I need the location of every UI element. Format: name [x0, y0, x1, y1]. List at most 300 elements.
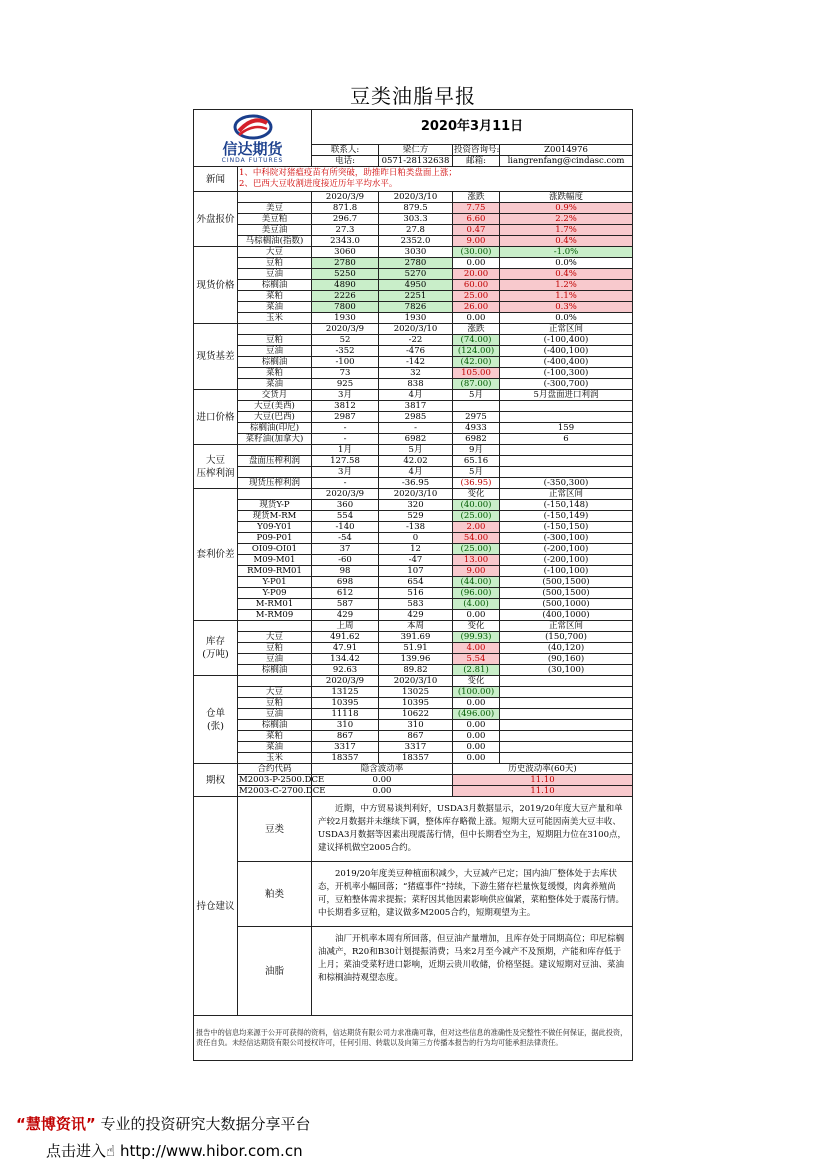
table-cell: 0.00: [453, 258, 500, 269]
import-header-row: [194, 390, 633, 401]
table-cell: 5月: [453, 467, 500, 478]
table-cell: 529: [379, 511, 453, 522]
table-row: [194, 555, 633, 566]
row-label: 菜籽油(加拿大): [238, 434, 312, 445]
table-cell: [453, 401, 500, 412]
table-cell: (-150,149): [500, 511, 633, 522]
option-section-label: 期权: [194, 764, 238, 797]
column-header: 2020/3/10: [379, 676, 453, 687]
warrant-header-row: [194, 676, 633, 687]
table-cell: (-150,148): [500, 500, 633, 511]
row-label: 美豆: [238, 203, 312, 214]
column-header: 2020/3/9: [312, 489, 379, 500]
table-cell: 303.3: [379, 214, 453, 225]
news-item: 2、巴西大豆收割进度接近历年平均水平。: [239, 179, 398, 189]
table-cell: 18357: [312, 753, 379, 764]
table-cell: 4933: [453, 423, 500, 434]
column-header: 2020/3/10: [379, 192, 453, 203]
row-label: 棕榈油: [238, 357, 312, 368]
table-cell: [500, 687, 633, 698]
column-header: [238, 621, 312, 632]
row-label: 现货Y-P: [238, 500, 312, 511]
table-cell: 73: [312, 368, 379, 379]
table-cell: 2780: [312, 258, 379, 269]
advice-category: 油脂: [238, 927, 312, 1016]
table-cell: (400,1000): [500, 610, 633, 621]
column-header: 变化: [453, 621, 500, 632]
basis-header-row: [194, 324, 633, 335]
table-cell: 7.75: [453, 203, 500, 214]
table-cell: (-150,150): [500, 522, 633, 533]
table-cell: (25.00): [453, 511, 500, 522]
footer-link-prefix: 点击进入: [46, 1142, 107, 1160]
advice-paragraph: 2019/20年度美豆种植面积减少，大豆减产已定；国内油厂整体处于去库状态，开机率小幅回落；“猪瘟事件”持续，下游生猪存栏量恢复缓慢，肉禽养殖尚可，豆粕整体需求提振；菜籽因其他因素影响供应偏紧，菜粕整体处于震荡行情。中长期看多豆粕，建议做多M2005合约，短期观望为主。: [318, 869, 625, 918]
table-cell: (500,1500): [500, 588, 633, 599]
table-cell: 54.00: [453, 533, 500, 544]
table-cell: (40.00): [453, 500, 500, 511]
spot-section-label: 现货价格: [194, 247, 238, 324]
table-cell: 0.47: [453, 225, 500, 236]
table-cell: 360: [312, 500, 379, 511]
row-label: P09-P01: [238, 533, 312, 544]
table-cell: 5270: [379, 269, 453, 280]
table-cell: 1930: [379, 313, 453, 324]
table-row: [194, 258, 633, 269]
table-cell: 320: [379, 500, 453, 511]
table-cell: 3812: [312, 401, 379, 412]
table-row: [194, 588, 633, 599]
table-cell: 6: [500, 434, 633, 445]
row-label: 棕榈油: [238, 720, 312, 731]
table-cell: (496.00): [453, 709, 500, 720]
table-cell: 1.1%: [500, 291, 633, 302]
table-cell: (2.81): [453, 665, 500, 676]
table-cell: [500, 456, 633, 467]
brand-name-en: CINDA FUTURES: [221, 156, 284, 164]
table-row: [194, 203, 633, 214]
table-cell: 0.00: [453, 313, 500, 324]
table-cell: (-100,300): [500, 368, 633, 379]
column-header: 涨跌幅度: [500, 192, 633, 203]
table-cell: 3月: [312, 467, 379, 478]
table-cell: 0.9%: [500, 203, 633, 214]
advice-row: [194, 797, 633, 862]
phone-number: 0571-28132638: [379, 156, 453, 167]
row-label: RM09-RM01: [238, 566, 312, 577]
table-cell: 10395: [312, 698, 379, 709]
hand-pointer-icon: ☝: [106, 1142, 116, 1160]
table-cell: 879.5: [379, 203, 453, 214]
table-row: [194, 654, 633, 665]
advice-text: [312, 927, 633, 1016]
table-cell: 105.00: [453, 368, 500, 379]
table-row: [194, 379, 633, 390]
table-row: [194, 478, 633, 489]
table-cell: -476: [379, 346, 453, 357]
row-label: 大豆(美西): [238, 401, 312, 412]
table-cell: 0.00: [453, 731, 500, 742]
table-cell: 3060: [312, 247, 379, 258]
row-label: 菜油: [238, 302, 312, 313]
table-cell: (-100,400): [500, 335, 633, 346]
table-row: [194, 313, 633, 324]
table-cell: 0.00: [453, 610, 500, 621]
row-label: 棕榈油(印尼): [238, 423, 312, 434]
column-header: 2020/3/10: [379, 489, 453, 500]
row-label: 豆粕: [238, 258, 312, 269]
table-cell: 310: [312, 720, 379, 731]
advice-text: [312, 797, 633, 862]
table-row: [194, 643, 633, 654]
section-label-line: 仓单: [205, 707, 225, 719]
table-cell: (-200,100): [500, 555, 633, 566]
table-row: [194, 291, 633, 302]
license-number: Z0014976: [500, 145, 633, 156]
news-content: [238, 167, 633, 192]
table-cell: 2226: [312, 291, 379, 302]
row-label: 大豆: [238, 247, 312, 258]
column-header: 隐含波动率: [312, 764, 453, 775]
table-cell: (-300,700): [500, 379, 633, 390]
column-header: 4月: [379, 390, 453, 401]
column-header: 2020/3/9: [312, 192, 379, 203]
table-row: [194, 709, 633, 720]
table-row: [194, 445, 633, 456]
historical-vol: 11.10: [453, 775, 633, 786]
table-cell: 654: [379, 577, 453, 588]
table-cell: (96.00): [453, 588, 500, 599]
row-label: 菜粕: [238, 291, 312, 302]
table-cell: 2343.0: [312, 236, 379, 247]
table-cell: 0.00: [453, 742, 500, 753]
section-label-line: 大豆: [205, 454, 225, 466]
table-cell: 429: [312, 610, 379, 621]
table-cell: 2.2%: [500, 214, 633, 225]
table-cell: 867: [312, 731, 379, 742]
table-cell: (40,120): [500, 643, 633, 654]
table-cell: (-100,100): [500, 566, 633, 577]
implied-vol: 0.00: [312, 786, 453, 797]
table-cell: 42.02: [379, 456, 453, 467]
footer-brand: “慧博资讯”: [16, 1115, 96, 1133]
table-cell: -100: [312, 357, 379, 368]
table-cell: 7800: [312, 302, 379, 313]
section-label-line: (张): [207, 720, 224, 732]
table-row: [194, 456, 633, 467]
column-header: 上周: [312, 621, 379, 632]
advice-section-label: 持仓建议: [194, 797, 238, 1016]
table-cell: [500, 742, 633, 753]
row-label: 马棕榈油(指数): [238, 236, 312, 247]
table-cell: 2987: [312, 412, 379, 423]
table-cell: 127.58: [312, 456, 379, 467]
footer-slogan: [16, 1113, 311, 1134]
table-cell: 4950: [379, 280, 453, 291]
advice-category: 粕类: [238, 862, 312, 927]
table-row: [194, 302, 633, 313]
contract-code: M2003-P-2500.DCE: [239, 775, 325, 785]
table-row: [194, 280, 633, 291]
table-cell: 27.8: [379, 225, 453, 236]
news-item: 1、中科院对猪瘟疫苗有所突破，助推昨日粕类盘面上涨；: [239, 168, 457, 178]
table-cell: 583: [379, 599, 453, 610]
table-cell: 2780: [379, 258, 453, 269]
table-row: [194, 610, 633, 621]
table-cell: 925: [312, 379, 379, 390]
table-row: [194, 225, 633, 236]
table-cell: (25.00): [453, 544, 500, 555]
table-cell: 3317: [379, 742, 453, 753]
advice-row: [194, 927, 633, 1016]
column-header: 合约代码: [238, 764, 312, 775]
table-cell: 0.4%: [500, 236, 633, 247]
stock-header-row: [194, 621, 633, 632]
table-row: [194, 632, 633, 643]
cinda-logo-icon: [233, 113, 273, 141]
table-cell: 516: [379, 588, 453, 599]
row-label: 美豆油: [238, 225, 312, 236]
table-cell: 2251: [379, 291, 453, 302]
row-label: 玉米: [238, 313, 312, 324]
table-row: [194, 522, 633, 533]
row-label: 豆油: [238, 654, 312, 665]
row-label: 豆粕: [238, 335, 312, 346]
table-cell: 3030: [379, 247, 453, 258]
table-row: [194, 533, 633, 544]
footer-slogan-text: 专业的投资研究大数据分享平台: [95, 1115, 311, 1133]
table-cell: -36.95: [379, 478, 453, 489]
table-cell: -: [312, 478, 379, 489]
column-header: 5月盘面进口利润: [500, 390, 633, 401]
table-row: [194, 775, 633, 786]
column-header: 5月: [453, 390, 500, 401]
table-row: [194, 335, 633, 346]
table-row: [194, 412, 633, 423]
table-cell: 0.00: [453, 720, 500, 731]
table-cell: -: [379, 423, 453, 434]
table-cell: 18357: [379, 753, 453, 764]
table-cell: (-200,100): [500, 544, 633, 555]
table-cell: (150,700): [500, 632, 633, 643]
column-header: 2020/3/9: [312, 676, 379, 687]
column-header: 本周: [379, 621, 453, 632]
table-cell: (124.00): [453, 346, 500, 357]
table-cell: 2975: [453, 412, 500, 423]
table-cell: [500, 445, 633, 456]
row-label: [238, 445, 312, 456]
column-header: 历史波动率(60天): [453, 764, 633, 775]
table-cell: (87.00): [453, 379, 500, 390]
foreign-header-row: [194, 192, 633, 203]
row-label: 豆油: [238, 269, 312, 280]
row-label: Y-P09: [238, 588, 312, 599]
column-header: 2020/3/9: [312, 324, 379, 335]
table-cell: 98: [312, 566, 379, 577]
table-cell: 5250: [312, 269, 379, 280]
table-row: [194, 753, 633, 764]
table-cell: 12: [379, 544, 453, 555]
row-label: 盘面压榨利润: [238, 456, 312, 467]
table-cell: (4.00): [453, 599, 500, 610]
stock-section-label: [194, 621, 238, 676]
table-cell: (36.95): [453, 478, 500, 489]
row-label: 菜粕: [238, 368, 312, 379]
table-cell: 296.7: [312, 214, 379, 225]
phone-label: 电话:: [312, 156, 379, 167]
row-label: 玉米: [238, 753, 312, 764]
spread-section-label: 套利价差: [194, 489, 238, 621]
table-cell: -352: [312, 346, 379, 357]
row-label: [238, 467, 312, 478]
table-row: [194, 247, 633, 258]
news-label: 新闻: [194, 167, 238, 192]
email-address: liangrenfang@cindasc.com: [500, 156, 633, 167]
column-header: 变化: [453, 489, 500, 500]
table-row: [194, 544, 633, 555]
contract-code: M2003-C-2700.DCE: [239, 786, 326, 796]
row-label: 大豆(巴西): [238, 412, 312, 423]
option-header-row: [194, 764, 633, 775]
table-cell: 3317: [312, 742, 379, 753]
column-header: 正常区间: [500, 324, 633, 335]
footer-url-link[interactable]: http://www.hibor.com.cn: [119, 1142, 303, 1160]
table-cell: (74.00): [453, 335, 500, 346]
table-cell: 92.63: [312, 665, 379, 676]
table-row: [194, 434, 633, 445]
table-cell: 554: [312, 511, 379, 522]
email-label: 邮箱:: [453, 156, 500, 167]
table-cell: 1.7%: [500, 225, 633, 236]
row-label: 菜粕: [238, 731, 312, 742]
row-label: 豆油: [238, 709, 312, 720]
table-cell: 4月: [379, 467, 453, 478]
row-label: 豆油: [238, 346, 312, 357]
table-cell: 0.00: [453, 698, 500, 709]
table-cell: (30.00): [453, 247, 500, 258]
table-row: [194, 214, 633, 225]
row-label: 现货压榨利润: [238, 478, 312, 489]
table-cell: [500, 412, 633, 423]
table-cell: 2985: [379, 412, 453, 423]
table-cell: 37: [312, 544, 379, 555]
table-cell: 1.2%: [500, 280, 633, 291]
table-cell: 4.00: [453, 643, 500, 654]
table-cell: 587: [312, 599, 379, 610]
table-row: [194, 500, 633, 511]
row-label: 菜油: [238, 379, 312, 390]
table-cell: 0.0%: [500, 313, 633, 324]
table-cell: 13.00: [453, 555, 500, 566]
column-header: [238, 489, 312, 500]
column-header: [238, 192, 312, 203]
row-label: Y09-Y01: [238, 522, 312, 533]
column-header: [500, 676, 633, 687]
license-label: 投资咨询号:: [454, 145, 500, 155]
table-row: [194, 401, 633, 412]
table-cell: 13025: [379, 687, 453, 698]
implied-vol: 0.00: [312, 775, 453, 786]
basis-section-label: 现货基差: [194, 324, 238, 390]
column-header: 涨跌: [453, 192, 500, 203]
table-cell: -47: [379, 555, 453, 566]
crush-section-label: [194, 445, 238, 489]
table-row: [194, 720, 633, 731]
spread-header-row: [194, 489, 633, 500]
table-cell: 6982: [453, 434, 500, 445]
table-cell: -54: [312, 533, 379, 544]
table-cell: -138: [379, 522, 453, 533]
row-label: OI09-OI01: [238, 544, 312, 555]
table-cell: 6982: [379, 434, 453, 445]
table-cell: 0.00: [453, 753, 500, 764]
table-row: [194, 742, 633, 753]
table-cell: 47.91: [312, 643, 379, 654]
table-cell: (90,160): [500, 654, 633, 665]
table-cell: 310: [379, 720, 453, 731]
table-cell: 1930: [312, 313, 379, 324]
table-cell: (500,1000): [500, 599, 633, 610]
column-header: 交货月: [238, 390, 312, 401]
table-cell: 0.3%: [500, 302, 633, 313]
advice-row: [194, 862, 633, 927]
table-cell: 60.00: [453, 280, 500, 291]
disclaimer: 报告中的信息均来源于公开可获得的资料，信达期货有限公司力求准确可靠，但对这些信息的准确性及完整性不做任何保证，据此投资，责任自负。未经信达期货有限公司授权许可，任何引用、转载以及向第三方传播本报告的行为均可能承担法律责任。: [194, 1016, 633, 1061]
row-label: 大豆: [238, 687, 312, 698]
table-cell: 5月: [379, 445, 453, 456]
table-row: [194, 357, 633, 368]
table-cell: [500, 698, 633, 709]
table-row: [194, 687, 633, 698]
table-cell: 2.00: [453, 522, 500, 533]
table-cell: 429: [379, 610, 453, 621]
table-cell: 491.62: [312, 632, 379, 643]
table-cell: (30,100): [500, 665, 633, 676]
table-cell: 4890: [312, 280, 379, 291]
column-header: 2020/3/10: [379, 324, 453, 335]
table-cell: 391.69: [379, 632, 453, 643]
table-cell: 7826: [379, 302, 453, 313]
table-cell: 9.00: [453, 566, 500, 577]
column-header: [238, 324, 312, 335]
table-row: [194, 786, 633, 797]
contact-name: 梁仁方: [379, 145, 453, 156]
company-logo: [194, 110, 312, 167]
table-cell: 2352.0: [379, 236, 453, 247]
report-date: 2020年3月11日: [312, 110, 633, 145]
import-section-label: 进口价格: [194, 390, 238, 445]
section-label-line: (万吨): [202, 649, 229, 660]
section-label-line: 库存: [205, 636, 225, 647]
report-sheet: [193, 109, 632, 1061]
row-label: 棕榈油: [238, 280, 312, 291]
table-cell: 26.00: [453, 302, 500, 313]
table-row: [194, 566, 633, 577]
table-cell: 20.00: [453, 269, 500, 280]
table-row: [194, 269, 633, 280]
warrant-section-label: [194, 676, 238, 764]
footer-link-row: [46, 1140, 303, 1161]
table-cell: 612: [312, 588, 379, 599]
table-cell: 32: [379, 368, 453, 379]
row-label: Y-P01: [238, 577, 312, 588]
table-row: [194, 577, 633, 588]
column-header: 变化: [453, 676, 500, 687]
column-header: 正常区间: [500, 621, 633, 632]
table-cell: [500, 720, 633, 731]
table-cell: -142: [379, 357, 453, 368]
table-cell: 1月: [312, 445, 379, 456]
table-cell: (99.93): [453, 632, 500, 643]
